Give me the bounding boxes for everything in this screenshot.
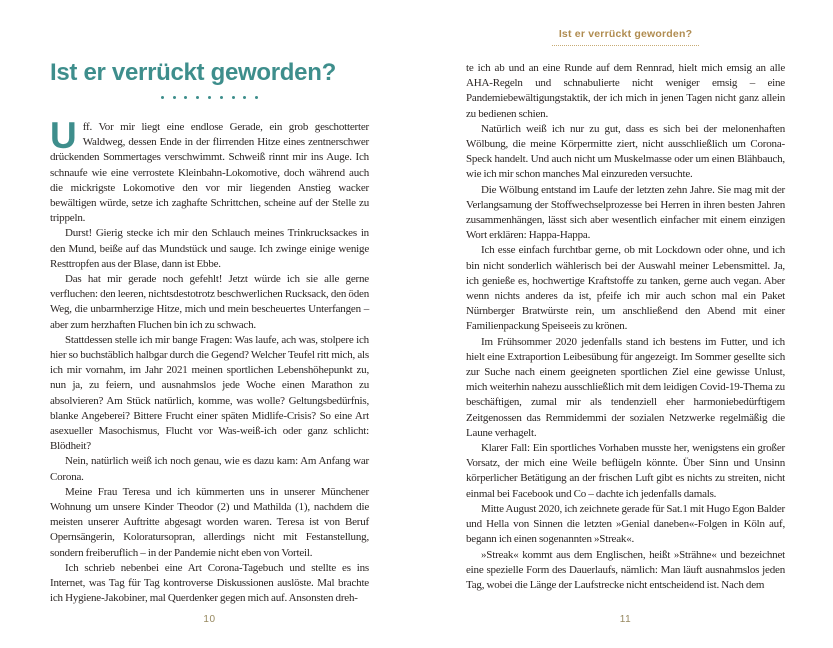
- ornament-dot: [173, 96, 176, 99]
- page-number-right: 11: [619, 614, 632, 625]
- right-body-text: [466, 61, 785, 593]
- drop-cap: U: [50, 115, 77, 156]
- body-paragraph: Die Wölbung entstand im Laufe der letzten zehn Jahre. Sie mag mit der Verlangsamung der Stoffwechselprozesse bei Herren in ihren besten Jahren zusammenhängen, lässt sich aber wesentlich einfacher mit einem einzigen Wort erklären: Happa-Happa.: [466, 183, 785, 242]
- ornament-dot: [184, 96, 187, 99]
- body-paragraph: Nein, natürlich weiß ich noch genau, wie es dazu kam: Am Anfang war Corona.: [50, 455, 369, 483]
- body-paragraph: te ich ab und an eine Runde auf dem Rennrad, hielt mich emsig an alle AHA-Regeln und schnabulierte nicht weniger emsig – eine Pandemiebewältigungstaktik, der ich mich in jenen Tagen nicht ganz allein zu bedienen schien.: [466, 62, 785, 120]
- running-head: Ist er verrückt geworden?: [552, 27, 699, 46]
- body-paragraph: Stattdessen stelle ich mir bange Fragen: Was laufe, ach was, stolpere ich hier so buchstäblich halbgar durch die Gegend? Welcher Teufel ritt mich, als ich mir vornahm, im Jahr 2021 meinen sportlichen Lebenshöhepunkt zu, nun ja, zu feiern, und ausnahmslos jede Woche einen Marathon zu absolvieren? Am Stück natürlich, komme, was wolle? Geltungsbedürfnis, blanke Angeberei? Bittere Frucht einer späten Midlife-Crisis? So eine Art asexueller Masochismus, Flucht vor Was-weiß-ich oder ganz schlicht: Blödheit?: [50, 333, 369, 453]
- ornament-dot: [220, 96, 223, 99]
- ornament-dot: [255, 96, 258, 99]
- body-paragraph: Natürlich weiß ich nur zu gut, dass es sich bei der melonenhaften Wölbung, die meine Körpermitte ziert, nicht ausschließlich um Corona-Speck handelt. Und auch nicht um Muskelmasse oder um einen Blähbauch, wie ich mir schon manches Mal einzureden versuchte.: [466, 122, 785, 181]
- ornament-dot: [161, 96, 164, 99]
- page-number-left: 10: [203, 614, 216, 625]
- right-text-column: [466, 24, 785, 593]
- chapter-title: Ist er verrückt geworden?: [50, 59, 336, 86]
- left-body-text: [50, 115, 369, 607]
- running-head-container: [466, 24, 785, 46]
- body-paragraph: Ich schrieb nebenbei eine Art Corona-Tagebuch und stellte es ins Internet, was Tag für Tag kontroverse Diskussionen auslöste. Mal brachte ich Hygiene-Jakobiner, mal Querdenker gegen mich auf. Ansonsten dreh-: [50, 561, 369, 605]
- body-paragraph: [50, 115, 369, 226]
- ornament-dot: [196, 96, 199, 99]
- body-paragraph: Das hat mir gerade noch gefehlt! Jetzt würde ich sie alle gerne verfluchen: den leeren, nichtsdestotrotz beschwerlichen Rucksack, den öden Weg, die unbarmherzige Hitze, mich und mein bescheuertes Unterfangen – aber zum herzhaften Fluchen bin ich zu schwach.: [50, 273, 369, 331]
- ornament-dot: [208, 96, 211, 99]
- page-left: [0, 0, 416, 648]
- body-paragraph: Klarer Fall: Ein sportliches Vorhaben musste her, wenigstens ein großer Vorsatz, der mich eine Weile beflügeln könnte. Über Sinn und Unsinn körperlicher Betätigung an der frischen Luft gibt es nichts zu streiten, nicht einmal bei Facebook und Co – dachte ich jedenfalls damals.: [466, 442, 785, 500]
- body-paragraph: Mitte August 2020, ich zeichnete gerade für Sat.1 mit Hugo Egon Balder und Hella von Sinnen die letzten »Genial daneben«-Folgen in Köln auf, begann ich einen sogenannten »Streak«.: [466, 502, 785, 546]
- body-paragraph: Durst! Gierig stecke ich mir den Schlauch meines Trinkrucksackes in den Mund, beiße auf das Mundstück und sauge. Ich zwinge einige wenige Resttropfen aus der Blase, dann ist Ebbe.: [50, 227, 369, 270]
- page-right: [417, 0, 833, 648]
- title-ornament-dots: [50, 95, 369, 99]
- body-paragraph: Ich esse einfach furchtbar gerne, ob mit Lockdown oder ohne, und ich bin nicht sonderlich wählerisch bei der Auswahl meiner Lebensmittel. Ja, ich genieße es, hochwertige Kraftstoffe zu tanken, gerne auch vegan. Aber wenn nichts anderes da ist, pfeife ich mir auch schon mal ein Paket Nürnberger Bratwürste rein, um anschließend den Abend mit einer Familienpackung Speiseeis zu krönen.: [466, 244, 785, 333]
- body-paragraph: »Streak« kommt aus dem Englischen, heißt »Strähne« und bezeichnet eine spezielle Form des Dauerlaufs, nämlich: Man läuft ausnahmslos jeden Tag, wobei die Länge der Laufstrecke nicht entscheidend ist. Nach dem: [466, 548, 785, 591]
- ornament-dot: [243, 96, 246, 99]
- paragraph-text: ff. Vor mir liegt eine endlose Gerade, ein grob geschotterter Waldweg, dessen Ende in der flirrenden Hitze eines zentnerschwer drückenden Sommertages verschwimmt. Schweiß rinnt mir ins Auge. Ich schnaufe wie eine verrostete Kleinbahn-Lokomotive, doch während auch die mickrigste Lokomotive den vor mir liegenden Anstieg wacker bewältigen würde, setze ich zaghafte Schrittchen, scheine auf der Stelle zu trippeln.: [50, 121, 369, 225]
- left-text-column: [50, 60, 369, 607]
- body-paragraph: Im Frühsommer 2020 jedenfalls stand ich bestens im Futter, und ich hielt eine Extraportion Leibesübung für angezeigt. Im Sommer gesellte sich zur Suche nach einem geeigneten sportlichen Ziel eine gewisse Unlust, mich weiterhin nahezu ausschließlich mit dem leidigen Covid-19-Thema zu beschäftigen, zumal mir als tendenziell eher harmoniebedürftigem Zeitgenossen das Remmidemmi der sozialen Netzwerke regelmäßig die Laune verhagelt.: [466, 335, 785, 439]
- body-paragraph: Meine Frau Teresa und ich kümmerten uns in unserer Münchener Wohnung um unsere Kinder Theodor (2) und Mathilda (1), nachdem die meisten unserer Auftritte abgesagt worden waren. Teresa ist von Beruf Opernsängerin, Koloratursopran, allerdings nicht mit Festanstellung, sondern freiberuflich – in der Pandemie nicht eben von Vorteil.: [50, 485, 369, 559]
- ornament-dot: [232, 96, 235, 99]
